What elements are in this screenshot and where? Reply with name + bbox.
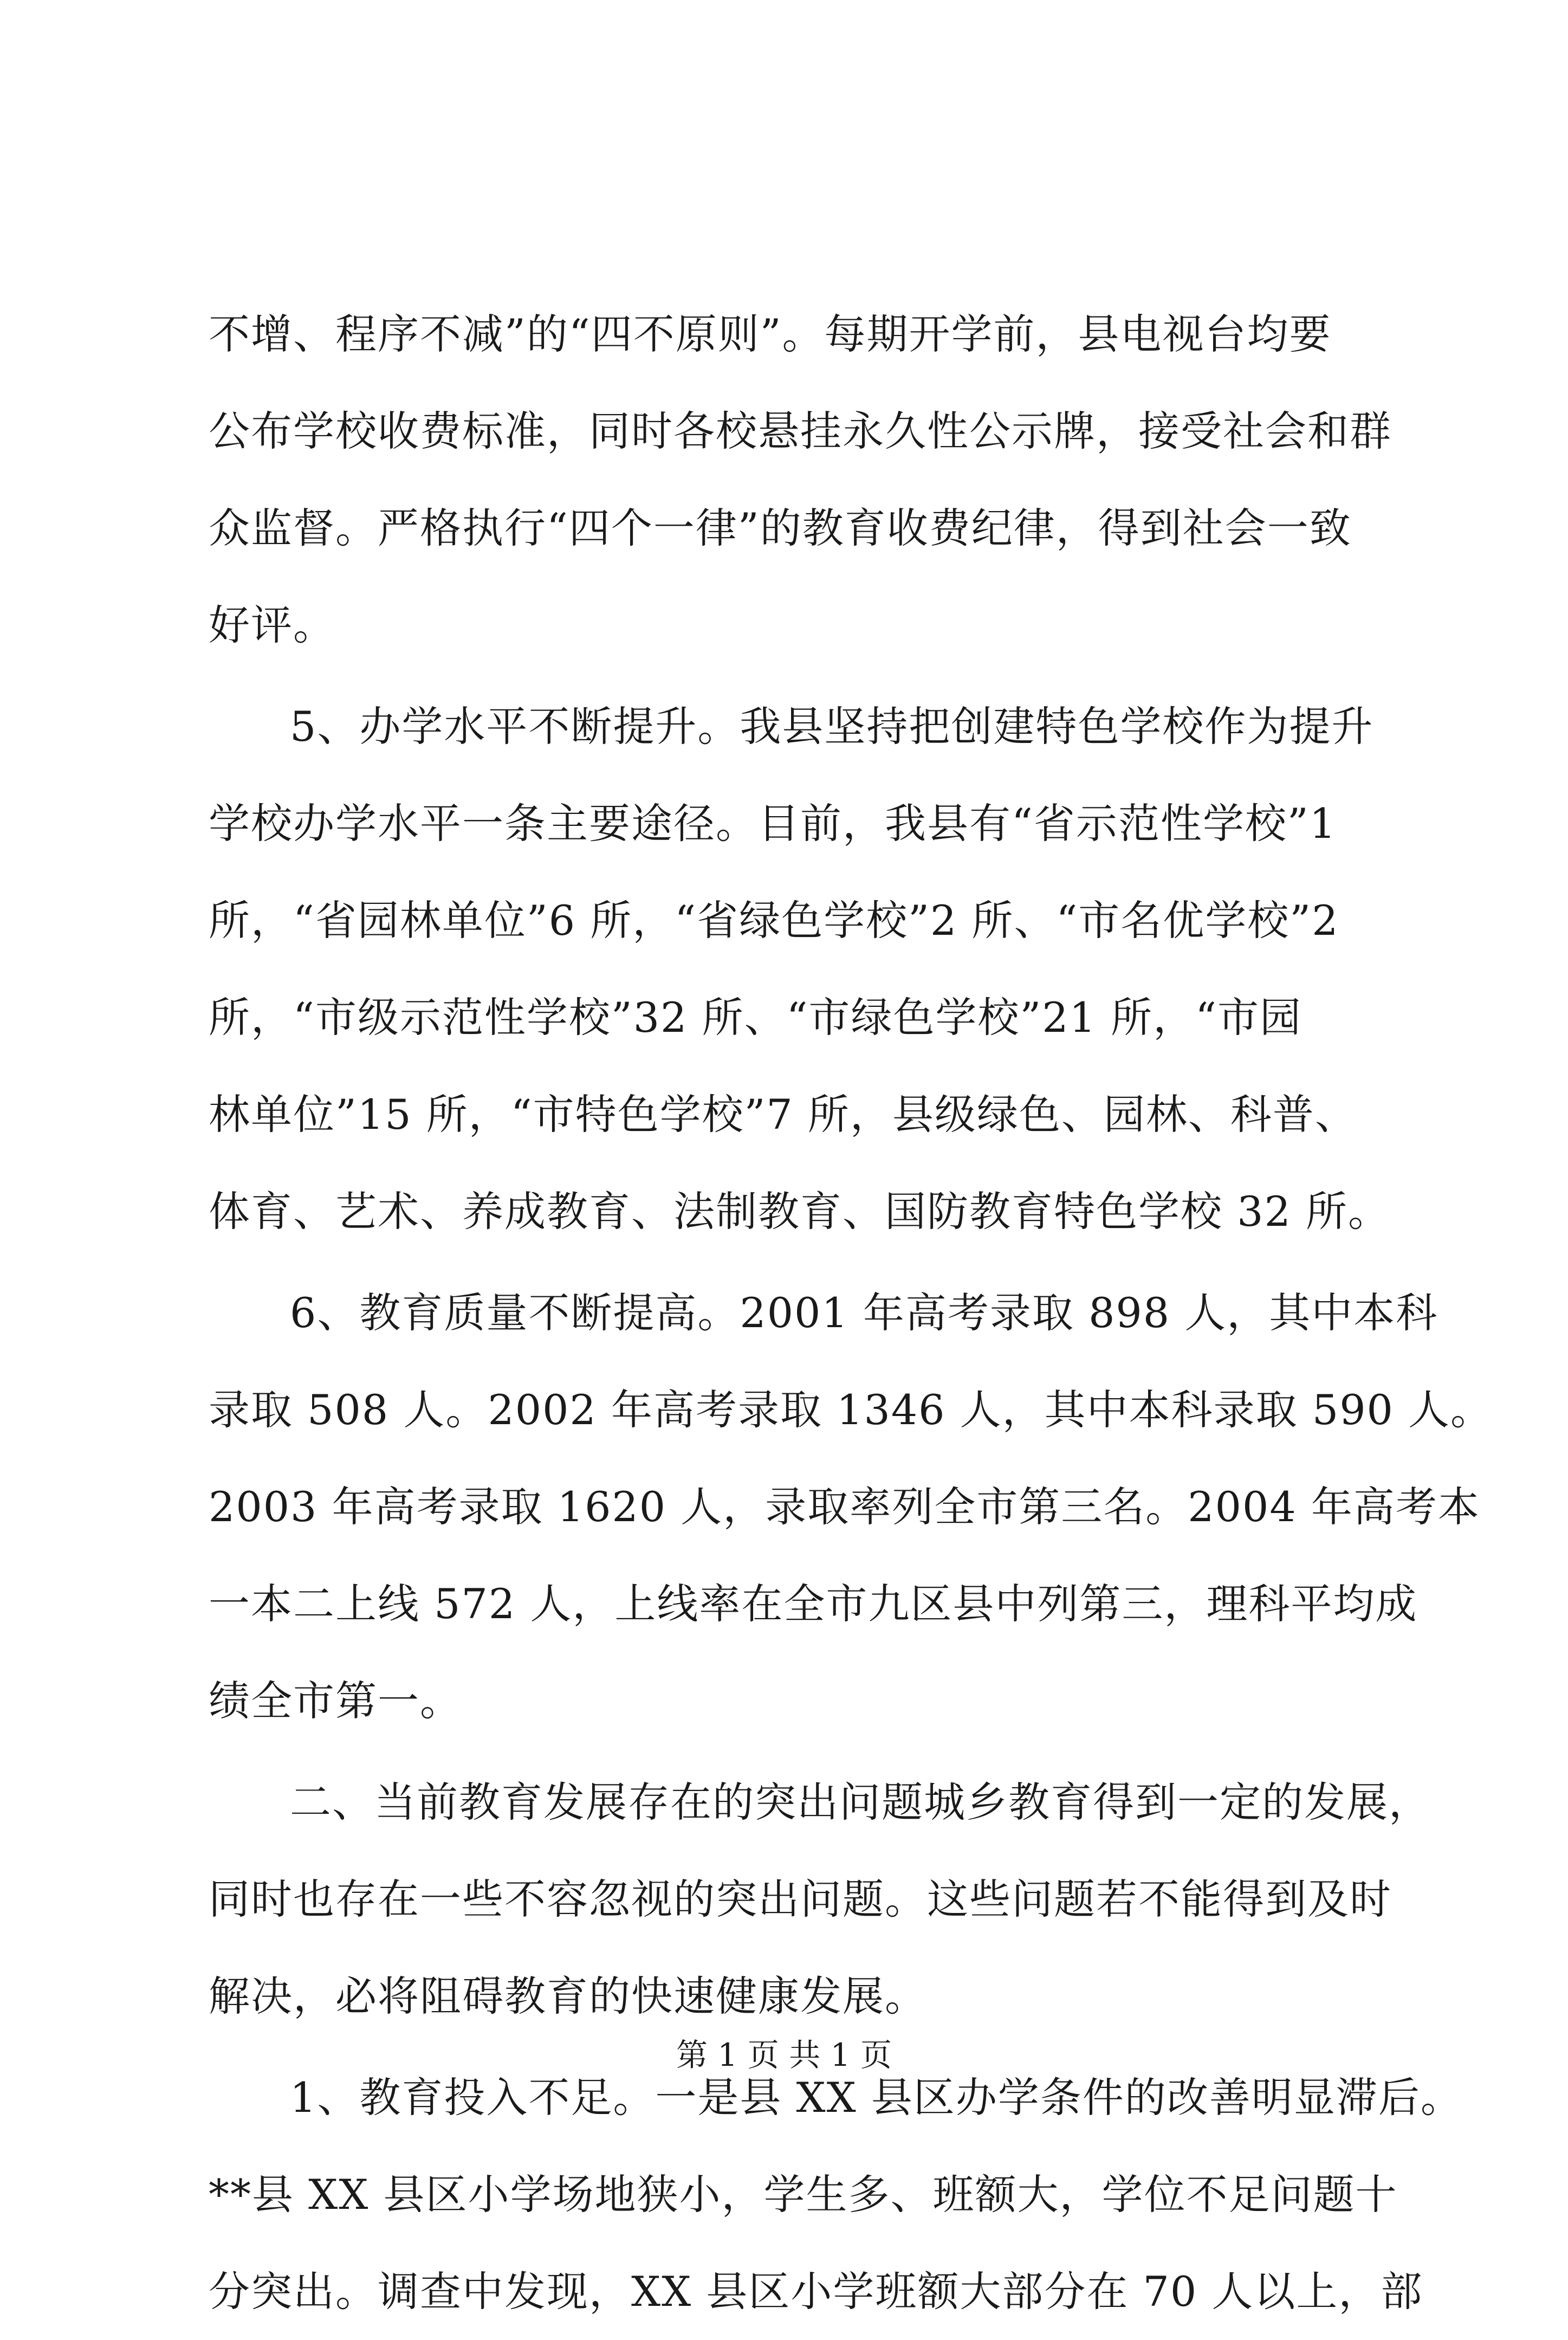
text-line: 学校办学水平一条主要途径。目前，我县有“省示范性学校”1 xyxy=(209,799,1337,848)
text-line: 一本二上线 572 人，上线率在全市九区县中列第三，理科平均成 xyxy=(209,1580,1418,1628)
text-line: 所，“市级示范性学校”32 所、“市绿色学校”21 所，“市园 xyxy=(209,993,1302,1042)
text-line: 不增、程序不减”的“四不原则”。每期开学前，县电视台均要 xyxy=(209,310,1332,358)
text-line: 录取 508 人。2002 年高考录取 1346 人，其中本科录取 590 人。 xyxy=(209,1386,1493,1434)
page-footer xyxy=(0,2033,1568,2077)
text-line: 绩全市第一。 xyxy=(209,1677,462,1725)
text-line: 体育、艺术、养成教育、法制教育、国防教育特色学校 32 所。 xyxy=(209,1187,1391,1236)
document-body xyxy=(209,286,1493,2340)
paragraph-start-line: 6、教育质量不断提高。2001 年高考录取 898 人，其中本科 xyxy=(290,1289,1439,1337)
paragraph-start-line: 5、办学水平不断提升。我县坚持把创建特色学校作为提升 xyxy=(290,702,1374,751)
text-line: 2003 年高考录取 1620 人，录取率列全市第三名。2004 年高考本 xyxy=(209,1483,1480,1531)
text-line: 好评。 xyxy=(209,601,335,649)
text-line: 解决，必将阻碍教育的快速健康发展。 xyxy=(209,1972,927,2020)
text-line: 所，“省园林单位”6 所，“省绿色学校”2 所、“市名优学校”2 xyxy=(209,896,1339,945)
text-line: 公布学校收费标准，同时各校悬挂永久性公示牌，接受社会和群 xyxy=(209,407,1392,455)
text-line: 众监督。严格执行“四个一律”的教育收费纪律，得到社会一致 xyxy=(209,504,1352,552)
paragraph-start-line: 二、当前教育发展存在的突出问题城乡教育得到一定的发展， xyxy=(290,1778,1431,1826)
text-line: 同时也存在一些不容忽视的突出问题。这些问题若不能得到及时 xyxy=(209,1875,1392,1923)
text-line: 林单位”15 所，“市特色学校”7 所，县级绿色、园林、科普、 xyxy=(209,1090,1357,1139)
page-number-label: 第 1 页 共 1 页 xyxy=(676,2037,892,2073)
paragraph-start-line: 1、教育投入不足。一是县 XX 县区办学条件的改善明显滞后。 xyxy=(290,2073,1463,2122)
text-line: 分突出。调查中发现，XX 县区小学班额大部分在 70 人以上，部 xyxy=(209,2267,1423,2316)
text-line: **县 XX 县区小学场地狭小，学生多、班额大，学位不足问题十 xyxy=(209,2170,1398,2219)
